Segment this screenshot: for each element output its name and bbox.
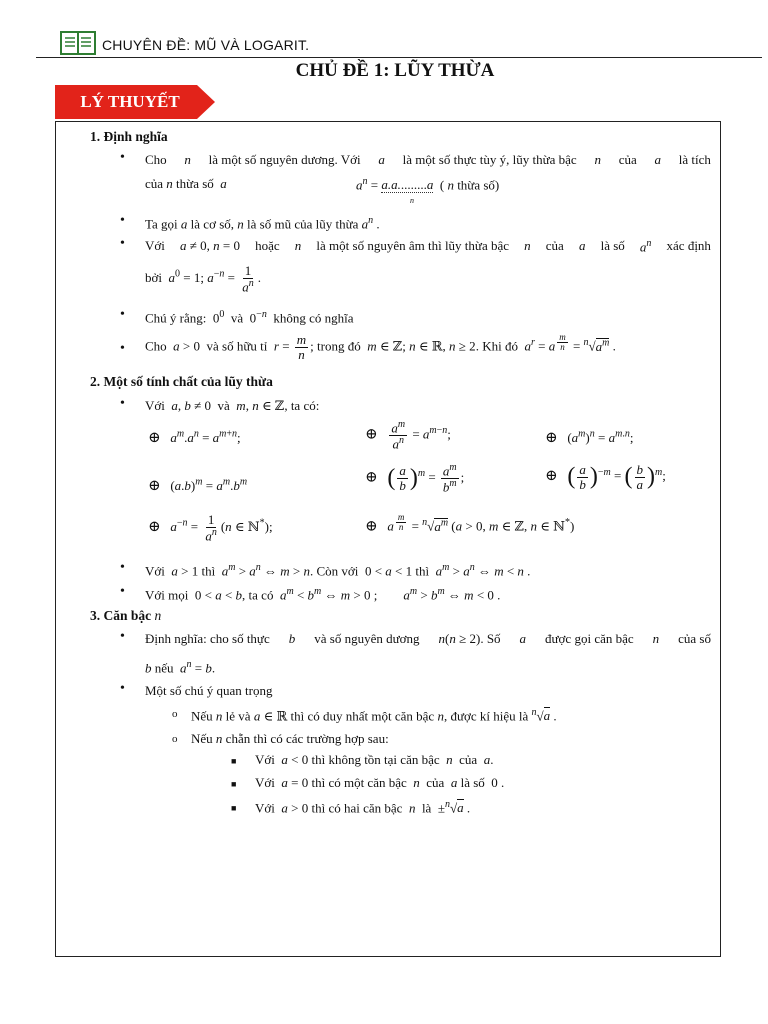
- oplus-icon: ⊕: [545, 430, 558, 446]
- oplus-icon: ⊕: [365, 518, 378, 535]
- underbrace-n: n: [410, 196, 414, 205]
- definition-line: Cho n là một số nguyên dương. Với a là một số thực tùy ý, lũy thừa bậc n của a là tích: [145, 152, 711, 167]
- bullet-icon: •: [120, 584, 125, 599]
- oplus-icon: ⊕: [365, 469, 378, 486]
- oplus-icon: ⊕: [365, 426, 378, 443]
- property-negative-power: ⊕ $a^{-n}$ = $\frac{1}{a^n}$ (n ∈ ℕ*);: [148, 512, 273, 543]
- bullet-icon: •: [120, 396, 125, 411]
- oplus-icon: ⊕: [545, 468, 558, 485]
- negative-exponent-line: Với a ≠ 0, n = 0 hoặc n là một số nguyên âm thì lũy thừa bậc n của a là số $a^n$ xác định: [145, 238, 711, 255]
- nth-root-definition: Định nghĩa: cho số thực b và số nguyên dương n(n ≥ 2). Số a được gọi căn bậc n của số: [145, 631, 711, 646]
- bullet-icon: •: [120, 213, 125, 228]
- monotonic-rule: Với a > 1 thì $a^m > a^n$ ⇔ m > n. Còn với 0 < a < 1 thì $a^m > a^n$ ⇔ m < n .: [145, 562, 531, 579]
- odd-root-note: Nếu n lẻ và a ∈ ℝ thì có duy nhất một căn bậc n, được kí hiệu là $^n$√a .: [191, 707, 557, 724]
- header-subject: CHUYÊN ĐỀ: MŨ VÀ LOGARIT.: [102, 37, 310, 53]
- notes-heading: Một số chú ý quan trọng: [145, 683, 273, 698]
- bullet-icon: •: [120, 681, 125, 696]
- bullet-icon: •: [120, 150, 125, 165]
- square-bullet-icon: ■: [231, 756, 237, 766]
- oplus-icon: ⊕: [148, 518, 161, 535]
- property-quotient-rule: ⊕ $\frac{a^m}{a^n}$ = $a^{m-n}$;: [365, 419, 451, 452]
- bullet-icon: •: [120, 307, 125, 322]
- base-exponent-line: Ta gọi a là cơ số, n là số mũ của lũy thừa $a^n$ .: [145, 215, 380, 232]
- section-heading: 1. Định nghĩa: [90, 129, 168, 144]
- bullet-icon: •: [120, 341, 125, 356]
- bullet-icon: •: [120, 560, 125, 575]
- oplus-icon: ⊕: [148, 430, 161, 446]
- book-icon: [60, 30, 96, 56]
- negative-exponent-formula: bởi $a^0 = 1$; $a^{-n}$ = $\frac{1}{a^n}$ .: [145, 263, 261, 294]
- property-fraction-negative-power: ⊕ ( $\frac{a}{b}$ )$^{-m}$ = ( $\frac{b}{a}$ )$^m$;: [545, 462, 666, 492]
- undefined-note: Chú ý rằng: $0^0$ và $0^{-n}$ không có nghĩa: [145, 309, 354, 326]
- property-fraction-power: ⊕ ( $\frac{a}{b}$ )$^m$ = $\frac{a^m}{b^m}$ ;: [365, 462, 465, 495]
- square-bullet-icon: ■: [231, 803, 237, 813]
- nth-root-definition-2: b nếu $a^n = b$.: [145, 659, 216, 676]
- header-divider: [36, 57, 762, 58]
- case-zero: Với a = 0 thì có một căn bậc n của a là số 0 .: [255, 775, 505, 790]
- formula-product: $a^n = a.a.........a$ ( n thừa số): [356, 176, 500, 193]
- case-negative: Với a < 0 thì không tồn tại căn bậc n của a.: [255, 752, 494, 767]
- property-root-power: ⊕ a $^{\frac{m}{n}}$ = $^n√a^m$ (a > 0, m ∈ ℤ, n ∈ ℕ*): [365, 512, 575, 535]
- page-header: [60, 30, 309, 56]
- rational-exponent-line: Cho a > 0 và số hữu tỉ r = $\frac{m}{n}$ ; trong đó m ∈ ℤ; n ∈ ℝ, n ≥ 2. Khi đó $a^r = a$ $^{\frac{m}{n}}$ = $^n√a^m$ .: [145, 332, 616, 363]
- property-product-rule: ⊕ $a^m.a^n = a^{m+n}$;: [148, 428, 241, 446]
- property-product-power: ⊕ $(a.b)^m = a^m.b^m$: [148, 476, 248, 494]
- case-positive: Với a > 0 thì có hai căn bậc n là ±$^n$√a .: [255, 799, 471, 816]
- bullet-icon: •: [120, 629, 125, 644]
- oplus-icon: ⊕: [148, 478, 161, 494]
- comparison-rule: Với mọi 0 < a < b, ta có $a^m < b^m$ ⇔ m > 0 ; $a^m > b^m$ ⇔ m < 0 .: [145, 586, 501, 603]
- page-title: CHỦ ĐỀ 1: LŨY THỪA: [295, 60, 495, 81]
- section-heading: 3. Căn bậc n: [90, 608, 162, 623]
- section-heading: 2. Một số tính chất của lũy thừa: [90, 374, 273, 389]
- square-bullet-icon: ■: [231, 779, 237, 789]
- banner-label: LÝ THUYẾT: [80, 92, 180, 111]
- definition-line-2: của n thừa số a: [145, 176, 227, 191]
- even-root-note: Nếu n chẵn thì có các trường hợp sau:: [191, 731, 389, 746]
- bullet-icon: •: [120, 236, 125, 251]
- property-power-rule: ⊕ $(a^m)^n = a^{m.n}$;: [545, 428, 634, 446]
- properties-intro: Với a, b ≠ 0 và m, n ∈ ℤ, ta có:: [145, 398, 320, 413]
- circle-bullet-icon: o: [172, 733, 178, 745]
- circle-bullet-icon: o: [172, 708, 178, 720]
